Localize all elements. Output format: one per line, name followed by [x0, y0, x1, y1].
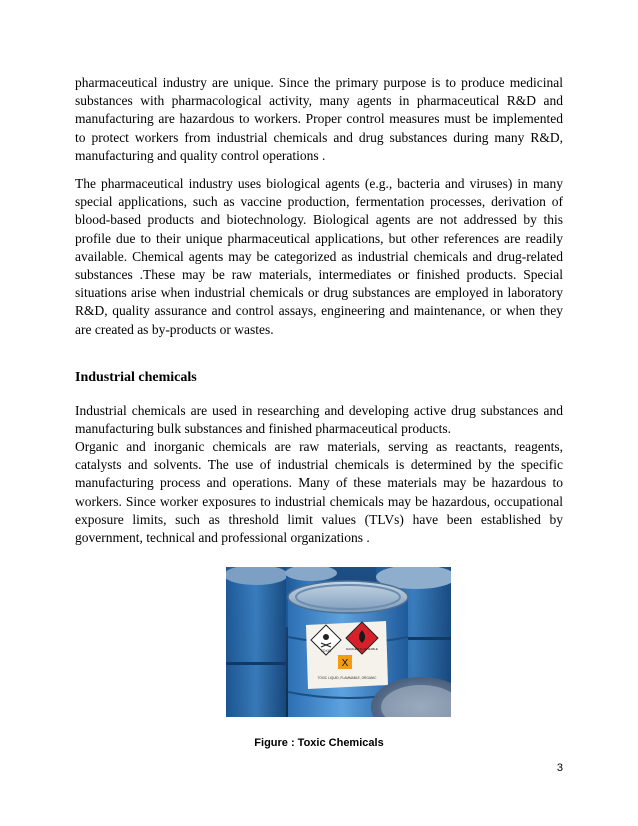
paragraph-industrial-2: Organic and inorganic chemicals are raw materials, serving as reactants, reagents, catalysts and solvents. The use of industrial chemicals is determined by the specific manufacturing process and operations. Many of these materials may be hazardous to workers. Since worker exposures to industrial chemicals may be hazardous, occupational exposure limits, such as threshold limit values (TLVs) have been established by government, technical and professional organizations . [75, 439, 563, 546]
page-number: 3 [556, 762, 563, 774]
svg-text:TOXIC LIQUID, FLAMMABLE, ORGAN: TOXIC LIQUID, FLAMMABLE, ORGANIC [317, 676, 377, 680]
figure-caption: Figure : Toxic Chemicals [254, 737, 384, 749]
harmful-x-icon [338, 655, 352, 669]
svg-text:X: X [341, 658, 349, 669]
hazard-label [306, 621, 388, 689]
paragraph-agents: The pharmaceutical industry uses biological agents (e.g., bacteria and viruses) in many special applications, such as vaccine production, fermentation processes, derivation of blood-based products and biotechnology. Biological agents are not addressed by this profile due to their unique pharmaceutical applications, but other references are readily available. Chemical agents may be categorized as industrial chemicals and drug-related substances .These may be raw materials, intermediates or finished products. Special situations arise when industrial chemicals or drug substances are employed in laboratory R&D, quality assurance and control assays, engineering and maintenance, or when they are created as by-products or wastes. [75, 176, 563, 337]
svg-text:DANGER FLAMMABLE: DANGER FLAMMABLE [346, 647, 378, 651]
paragraph-industrial-1: Industrial chemicals are used in researching and developing active drug substances and manufacturing bulk substances and finished pharmaceutical products. [75, 403, 563, 437]
figure-toxic-chemicals-image [226, 567, 451, 717]
svg-text:TOXIC: TOXIC [320, 649, 332, 653]
paragraph-intro: pharmaceutical industry are unique. Since the primary purpose is to produce medicinal substances with pharmacological activity, many agents in pharmaceutical R&D and manufacturing are hazardous to workers. Proper control measures must be implemented to protect workers from industrial chemicals and drug substances during many R&D, manufacturing and quality control operations . [75, 75, 563, 163]
section-heading: Industrial chemicals [75, 370, 197, 385]
